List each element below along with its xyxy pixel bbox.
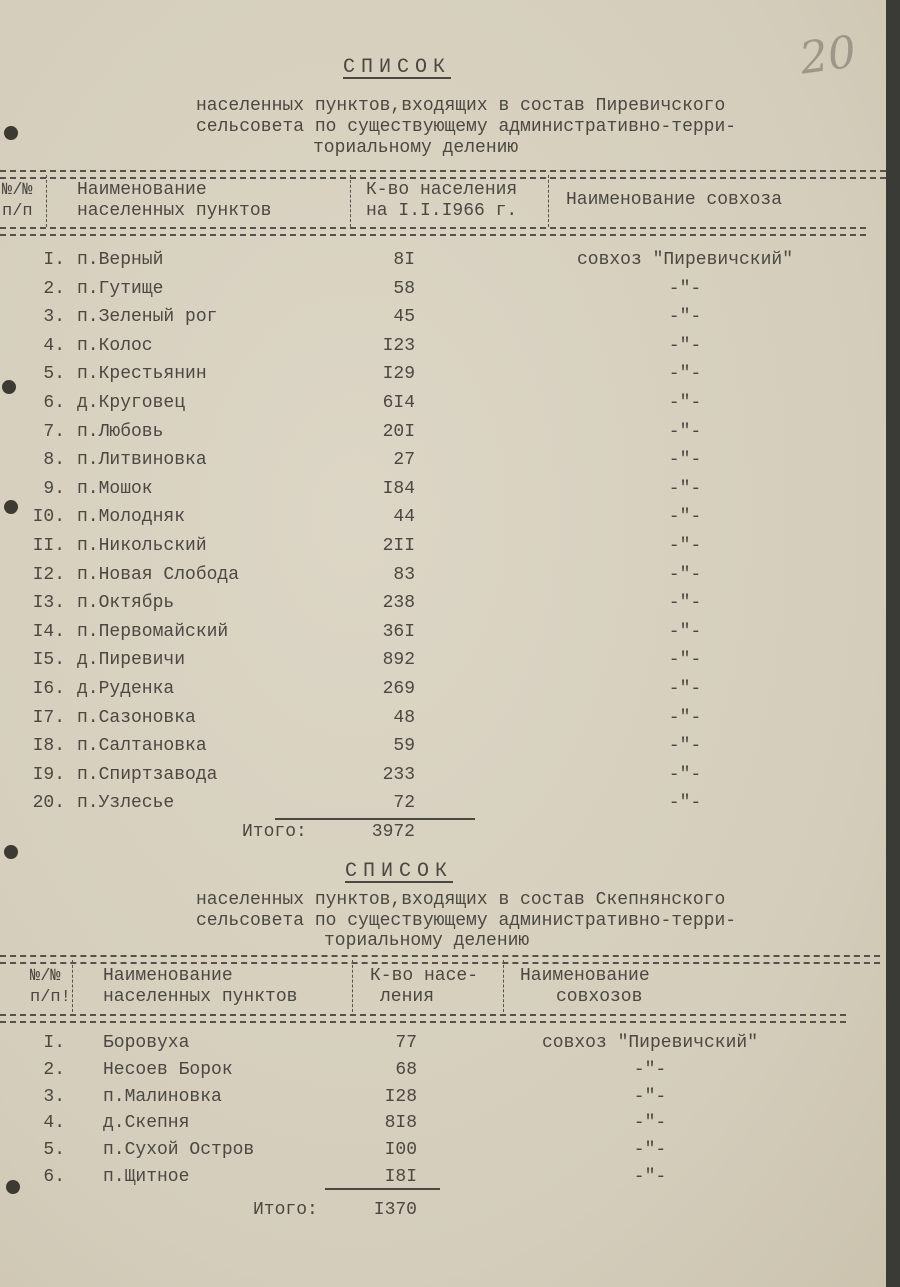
settlement-name: д.Скепня: [103, 1113, 190, 1134]
list2-title: СПИСОК: [345, 860, 454, 883]
row-number: I8.: [32, 736, 65, 757]
list2-total: I370: [373, 1200, 417, 1220]
settlement-name: п.Первомайский: [77, 621, 229, 642]
settlement-name: п.Щитное: [103, 1167, 190, 1187]
row-number: 4.: [43, 335, 65, 356]
table-row: [0, 336, 886, 362]
table-row: [0, 1060, 886, 1086]
table-rule: [0, 170, 886, 179]
list1-subtitle-line1: населенных пунктов,входящих в состав Пиревичского: [196, 96, 726, 116]
row-number: 2.: [43, 1059, 65, 1080]
table-row: [0, 1167, 886, 1193]
row-number: I3.: [32, 593, 65, 614]
sovkhoz-name: -"-: [668, 564, 702, 585]
row-number: 3.: [43, 1086, 65, 1107]
row-number: I.: [43, 250, 65, 270]
sovkhoz-name: -"-: [668, 335, 702, 356]
population: 36I: [382, 621, 415, 642]
sovkhoz-name: -"-: [668, 536, 702, 556]
table-row: [0, 279, 886, 305]
sovkhoz-name: -"-: [633, 1059, 667, 1080]
row-number: I6.: [32, 679, 65, 699]
list2-subtitle-line3: ториальному делению: [324, 931, 530, 951]
sovkhoz-name: совхоз "Пиревичский": [576, 250, 794, 270]
sovkhoz-name: -"-: [633, 1113, 667, 1134]
sovkhoz-name: -"-: [633, 1167, 667, 1187]
sum-underline: [275, 818, 475, 820]
settlement-name: п.Узлесье: [77, 793, 175, 814]
binding-hole: [4, 126, 18, 140]
population: 20I: [382, 421, 415, 442]
row-number: 6.: [43, 1167, 65, 1187]
sovkhoz-name: -"-: [668, 679, 702, 699]
row-number: 5.: [43, 1140, 65, 1161]
column-divider: [352, 960, 353, 1012]
population: 83: [393, 564, 415, 585]
table-rule: [0, 1014, 846, 1023]
table-row: [0, 1140, 886, 1166]
population: I28: [384, 1086, 417, 1107]
population: I84: [382, 478, 415, 499]
column-divider: [503, 960, 504, 1012]
sum-underline: [325, 1188, 440, 1190]
row-number: I.: [43, 1033, 65, 1053]
sovkhoz-name: -"-: [668, 307, 702, 328]
settlement-name: Несоев Борок: [103, 1059, 233, 1080]
list1-total-label: Итого:: [242, 822, 307, 842]
row-number: I5.: [32, 650, 65, 671]
sovkhoz-name: -"-: [668, 278, 702, 299]
settlement-name: п.Сазоновка: [77, 707, 196, 728]
list2-subtitle-line1: населенных пунктов,входящих в состав Скепнянского: [196, 890, 726, 910]
row-number: 4.: [43, 1113, 65, 1134]
header-num: №/№ п/п!: [30, 967, 71, 1007]
settlement-name: п.Литвиновка: [77, 450, 207, 471]
settlement-name: п.Октябрь: [77, 593, 175, 614]
settlement-name: д.Круговец: [77, 393, 186, 413]
population: 48: [393, 707, 415, 728]
table-row: [0, 1033, 886, 1059]
list1-subtitle-line3: ториальному делению: [313, 138, 519, 158]
header-population: К-во насе- ления: [370, 966, 479, 1007]
header-sovkhoz: Наименование совхозов: [520, 966, 650, 1007]
population: 45: [393, 307, 415, 328]
population: 27: [393, 450, 415, 471]
sovkhoz-name: -"-: [668, 450, 702, 471]
sovkhoz-name: -"-: [668, 393, 702, 413]
population: I8I: [384, 1167, 417, 1187]
population: 58: [393, 278, 415, 299]
table-row: [0, 422, 886, 448]
population: 59: [393, 736, 415, 757]
row-number: 2.: [43, 278, 65, 299]
row-number: II.: [32, 536, 65, 556]
row-number: 5.: [43, 364, 65, 385]
table-row: [0, 1113, 886, 1139]
column-divider: [46, 175, 47, 227]
row-number: 8.: [43, 450, 65, 471]
row-number: I4.: [32, 621, 65, 642]
population: 892: [382, 650, 415, 671]
population: 77: [395, 1033, 417, 1053]
list1-subtitle-line2: сельсовета по существующему административно-терри-: [196, 117, 737, 137]
settlement-name: п.Салтановка: [77, 736, 207, 757]
settlement-name: п.Гутище: [77, 278, 164, 299]
row-number: 3.: [43, 307, 65, 328]
table-row: [0, 679, 886, 705]
table-row: [0, 250, 886, 276]
binding-hole: [4, 845, 18, 859]
sovkhoz-name: совхоз "Пиревичский": [541, 1033, 759, 1053]
population: 2II: [382, 536, 415, 556]
population: I23: [382, 335, 415, 356]
table-row: [0, 536, 886, 562]
table-row: [0, 565, 886, 591]
settlement-name: п.Верный: [77, 250, 164, 270]
column-divider: [72, 960, 73, 1012]
population: 6I4: [382, 393, 415, 413]
settlement-name: п.Зеленый рог: [77, 307, 218, 328]
sovkhoz-name: -"-: [668, 707, 702, 728]
settlement-name: д.Пиревичи: [77, 650, 186, 671]
population: 8I8: [384, 1113, 417, 1134]
row-number: 9.: [43, 478, 65, 499]
header-sovkhoz: Наименование совхоза: [566, 190, 783, 210]
table-row: [0, 364, 886, 390]
row-number: I7.: [32, 707, 65, 728]
row-number: 7.: [43, 421, 65, 442]
population: 68: [395, 1059, 417, 1080]
settlement-name: п.Колос: [77, 335, 153, 356]
sovkhoz-name: -"-: [633, 1086, 667, 1107]
sovkhoz-name: -"-: [668, 736, 702, 757]
settlement-name: д.Руденка: [77, 679, 175, 699]
list1-title: СПИСОК: [343, 56, 452, 79]
header-num: №/№ п/п: [2, 181, 33, 221]
settlement-name: п.Молодняк: [77, 507, 186, 528]
table-row: [0, 593, 886, 619]
sovkhoz-name: -"-: [668, 364, 702, 385]
header-name: Наименование населенных пунктов: [77, 180, 272, 221]
population: I29: [382, 364, 415, 385]
population: 238: [382, 593, 415, 614]
sovkhoz-name: -"-: [668, 507, 702, 528]
table-rule: [0, 227, 866, 236]
row-number: 20.: [32, 793, 65, 814]
sovkhoz-name: -"-: [668, 793, 702, 814]
population: I00: [384, 1140, 417, 1161]
row-number: I9.: [32, 764, 65, 785]
table-row: [0, 507, 886, 533]
settlement-name: п.Новая Слобода: [77, 564, 240, 585]
table-row: [0, 393, 886, 419]
settlement-name: п.Сухой Остров: [103, 1140, 255, 1161]
sovkhoz-name: -"-: [668, 593, 702, 614]
settlement-name: п.Никольский: [77, 536, 207, 556]
sovkhoz-name: -"-: [668, 650, 702, 671]
row-number: I2.: [32, 564, 65, 585]
list2-total-label: Итого:: [253, 1200, 318, 1220]
population: 44: [393, 507, 415, 528]
sovkhoz-name: -"-: [668, 478, 702, 499]
sovkhoz-name: -"-: [668, 421, 702, 442]
table-row: [0, 307, 886, 333]
population: 269: [382, 679, 415, 699]
population: 233: [382, 764, 415, 785]
table-row: [0, 765, 886, 791]
column-divider: [350, 175, 351, 227]
table-row: [0, 450, 886, 476]
settlement-name: п.Любовь: [77, 421, 164, 442]
settlement-name: п.Малиновка: [103, 1086, 222, 1107]
table-row: [0, 650, 886, 676]
population: 72: [393, 793, 415, 814]
table-row: [0, 1087, 886, 1113]
settlement-name: п.Спиртзавода: [77, 764, 218, 785]
table-row: [0, 708, 886, 734]
sovkhoz-name: -"-: [668, 764, 702, 785]
row-number: 6.: [43, 393, 65, 413]
settlement-name: Боровуха: [103, 1033, 190, 1053]
list2-subtitle-line2: сельсовета по существующему административно-терри-: [196, 911, 737, 931]
population: 8I: [393, 250, 415, 270]
table-rule: [0, 955, 880, 964]
table-row: [0, 622, 886, 648]
column-divider: [548, 175, 549, 227]
sovkhoz-name: -"-: [633, 1140, 667, 1161]
list1-total: 3972: [371, 822, 415, 842]
settlement-name: п.Крестьянин: [77, 364, 207, 385]
handwritten-page-number: 20: [796, 26, 860, 85]
header-name: Наименование населенных пунктов: [103, 966, 298, 1007]
settlement-name: п.Мошок: [77, 478, 153, 499]
sovkhoz-name: -"-: [668, 621, 702, 642]
table-row: [0, 736, 886, 762]
table-row: [0, 793, 886, 819]
page-edge: [886, 0, 900, 1287]
row-number: I0.: [32, 507, 65, 528]
header-population: К-во населения на I.I.I966 г.: [366, 180, 518, 221]
table-row: [0, 479, 886, 505]
